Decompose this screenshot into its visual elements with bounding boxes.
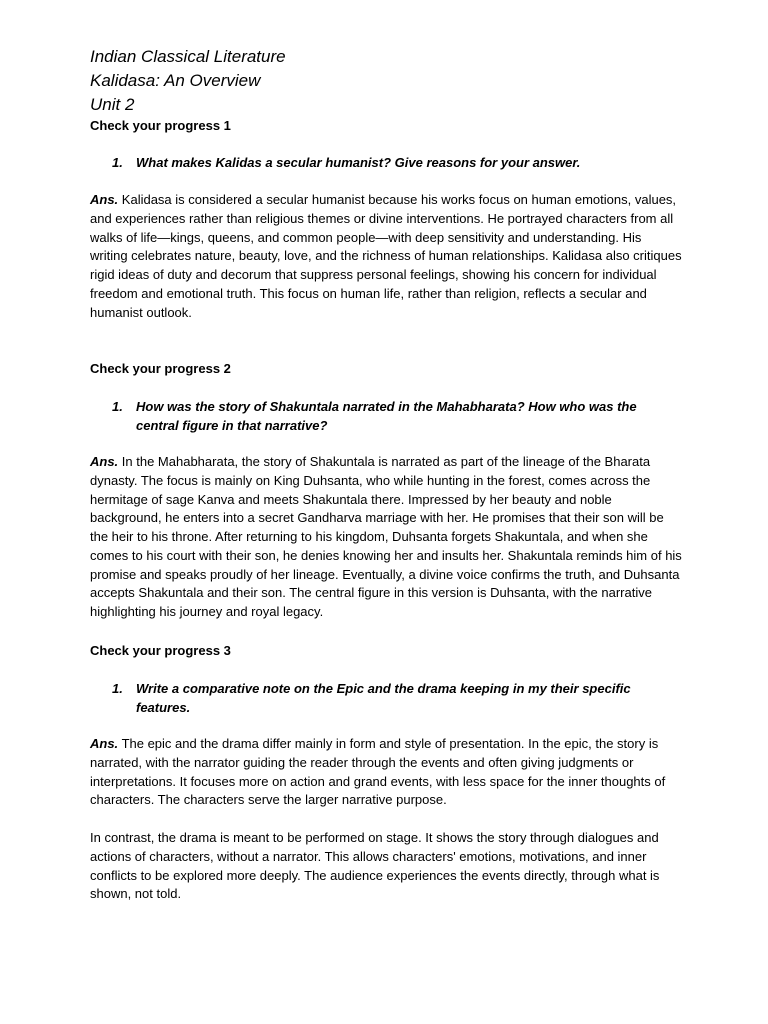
section-heading: Check your progress 3 — [90, 643, 231, 658]
answer-paragraph: In contrast, the drama is meant to be performed on stage. It shows the story through dialogues and actions of characters, without a narrator. This allows characters' emotions, motivations, and inner conflicts to be explored more deeply. The audience experiences the events directly, through what is shown, not told. — [90, 830, 660, 902]
section-heading: Check your progress 1 — [90, 118, 231, 133]
question — [112, 397, 682, 435]
answer-paragraph — [90, 735, 682, 810]
document-title: Indian Classical Literature — [90, 47, 286, 66]
question-number: 1. — [112, 681, 123, 696]
section-heading: Check your progress 2 — [90, 361, 231, 376]
document-subtitle: Kalidasa: An Overview — [90, 71, 261, 90]
question-text: What makes Kalidas a secular humanist? Give reasons for your answer. — [136, 155, 581, 170]
answer-text: In the Mahabharata, the story of Shakuntala is narrated as part of the lineage of the Bharata dynasty. The focus is mainly on King Duhsanta, who while hunting in the forest, comes across the hermitage of sage Kanva and meets Shakuntala there. Impressed by her beauty and noble background, he enters into a secret Gandharva marriage with her. He promises that their son will be the heir to his throne. After returning to his kingdom, Duhsanta forgets Shakuntala, and when she comes to his court with their son, he denies knowing her and insults her. Shakuntala reminds him of his promise and speaks proudly of her lineage. Eventually, a divine voice confirms the truth, and Duhsanta accepts Shakuntala and their son. The central figure in this version is Duhsanta, with the narrative highlighting his journey and royal legacy. — [90, 454, 682, 619]
answer-label: Ans. — [90, 736, 119, 751]
answer-paragraph — [90, 453, 682, 622]
answer-label: Ans. — [90, 192, 119, 207]
question — [112, 153, 682, 172]
question-number: 1. — [112, 155, 123, 170]
answer-paragraph — [90, 191, 682, 322]
question — [112, 679, 682, 717]
question-text: How was the story of Shakuntala narrated in the Mahabharata? How who was the central figure in that narrative? — [136, 399, 637, 433]
unit-label: Unit 2 — [90, 95, 135, 114]
answer-label: Ans. — [90, 454, 119, 469]
question-text: Write a comparative note on the Epic and the drama keeping in my their specific features. — [136, 681, 631, 715]
answer-text: Kalidasa is considered a secular humanist because his works focus on human emotions, values, and experiences rather than religious themes or divine interventions. He portrayed characters from all walks of life—kings, queens, and common people—with deep sensitivity and understanding. His writing celebrates nature, beauty, love, and the richness of human relationships. Kalidasa also critiques rigid ideas of duty and decorum that suppress personal feelings, showing his concern for individual freedom and emotional truth. This focus on human life, rather than religion, reflects a secular and humanist outlook. — [90, 192, 682, 320]
answer-text: The epic and the drama differ mainly in form and style of presentation. In the epic, the story is narrated, with the narrator guiding the reader through the events and often giving judgments or interpretations. It focuses more on action and grand events, with less space for the inner thoughts of characters. The characters serve the larger narrative purpose. — [90, 736, 666, 808]
question-number: 1. — [112, 399, 123, 414]
